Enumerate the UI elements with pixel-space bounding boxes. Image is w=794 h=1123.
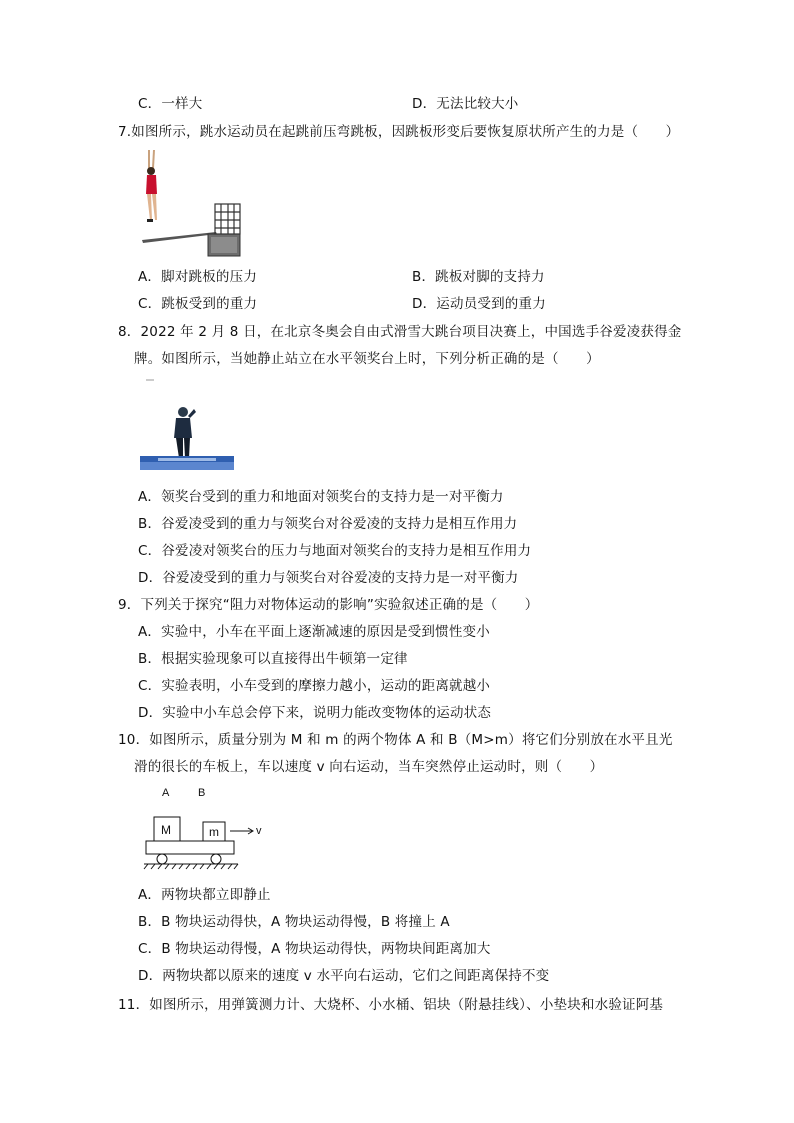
q10-stem-line1: 10．如图所示，质量分别为 M 和 m 的两个物体 A 和 B（M>m）将它们分别放在水平且光 bbox=[118, 732, 673, 748]
q6-option-d: D．无法比较大小 bbox=[412, 96, 519, 112]
block-big-label: M bbox=[161, 823, 171, 837]
q7-option-a: A．脚对跳板的压力 bbox=[138, 269, 258, 285]
q10-option-b: B．B 物块运动得快，A 物块运动得慢，B 将撞上 A bbox=[138, 914, 450, 930]
q8-option-a: A．领奖台受到的重力和地面对领奖台的支持力是一对平衡力 bbox=[138, 489, 504, 505]
railing bbox=[215, 204, 240, 234]
q11-stem-line1: 11．如图所示，用弹簧测力计、大烧杯、小水桶、铝块（附悬挂线）、小垫块和水验证阿基 bbox=[118, 997, 664, 1013]
athlete-figure bbox=[174, 407, 196, 458]
q8-stem-line1: 8．2022 年 2 月 8 日，在北京冬奥会自由式滑雪大跳台项目决赛上，中国选手谷爱凌获得金 bbox=[118, 324, 682, 340]
q8-stem-line2: 牌。如图所示，当她静止站立在水平领奖台上时，下列分析正确的是（ ） bbox=[134, 351, 600, 367]
q7-stem: 7.如图所示，跳水运动员在起跳前压弯跳板，因跳板形变后要恢复原状所产生的力是（ ） bbox=[118, 124, 680, 140]
q8-option-d: D．谷爱凌受到的重力与领奖台对谷爱凌的支持力是一对平衡力 bbox=[138, 570, 519, 586]
award-podium bbox=[140, 456, 234, 470]
q9-option-d: D．实验中小车总会停下来，说明力能改变物体的运动状态 bbox=[138, 705, 492, 721]
q10-stem-line2: 滑的很长的车板上，车以速度 v 向右运动，当车突然停止运动时，则（ ） bbox=[134, 759, 604, 775]
q8-option-b: B．谷爱凌受到的重力与领奖台对谷爱凌的支持力是相互作用力 bbox=[138, 516, 518, 532]
block-small-label: m bbox=[209, 825, 219, 839]
springboard bbox=[142, 232, 217, 243]
q8-option-c: C．谷爱凌对领奖台的压力与地面对领奖台的支持力是相互作用力 bbox=[138, 543, 532, 559]
q9-stem: 9．下列关于探究“阻力对物体运动的影响”实验叙述正确的是（ ） bbox=[118, 597, 539, 613]
q10-option-c: C．B 物块运动得慢，A 物块运动得快，两物块间距离加大 bbox=[138, 941, 491, 957]
label-b: B bbox=[198, 787, 206, 799]
q9-option-a: A．实验中，小车在平面上逐渐减速的原因是受到惯性变小 bbox=[138, 624, 490, 640]
wheel-right bbox=[211, 854, 221, 864]
q6-option-c: C．一样大 bbox=[138, 96, 203, 112]
q7-option-b: B．跳板对脚的支持力 bbox=[412, 269, 545, 285]
cart-board bbox=[146, 841, 234, 854]
label-a: A bbox=[162, 787, 170, 799]
podium-photo bbox=[138, 376, 236, 472]
q9-option-b: B．根据实验现象可以直接得出牛顿第一定律 bbox=[138, 651, 408, 667]
velocity-label: v bbox=[256, 825, 262, 837]
velocity-arrow-icon bbox=[230, 828, 253, 834]
ground-hatching bbox=[144, 864, 238, 869]
diving-board-figure bbox=[138, 148, 244, 260]
cart-figure bbox=[140, 780, 280, 870]
wheel-left bbox=[157, 854, 167, 864]
q7-option-d: D．运动员受到的重力 bbox=[412, 296, 546, 312]
q7-option-c: C．跳板受到的重力 bbox=[138, 296, 258, 312]
q9-option-c: C．实验表明，小车受到的摩擦力越小，运动的距离就越小 bbox=[138, 678, 491, 694]
q10-option-d: D．两物块都以原来的速度 v 水平向右运动，它们之间距离保持不变 bbox=[138, 968, 550, 984]
diver-figure bbox=[146, 150, 157, 222]
q10-option-a: A．两物块都立即静止 bbox=[138, 887, 271, 903]
